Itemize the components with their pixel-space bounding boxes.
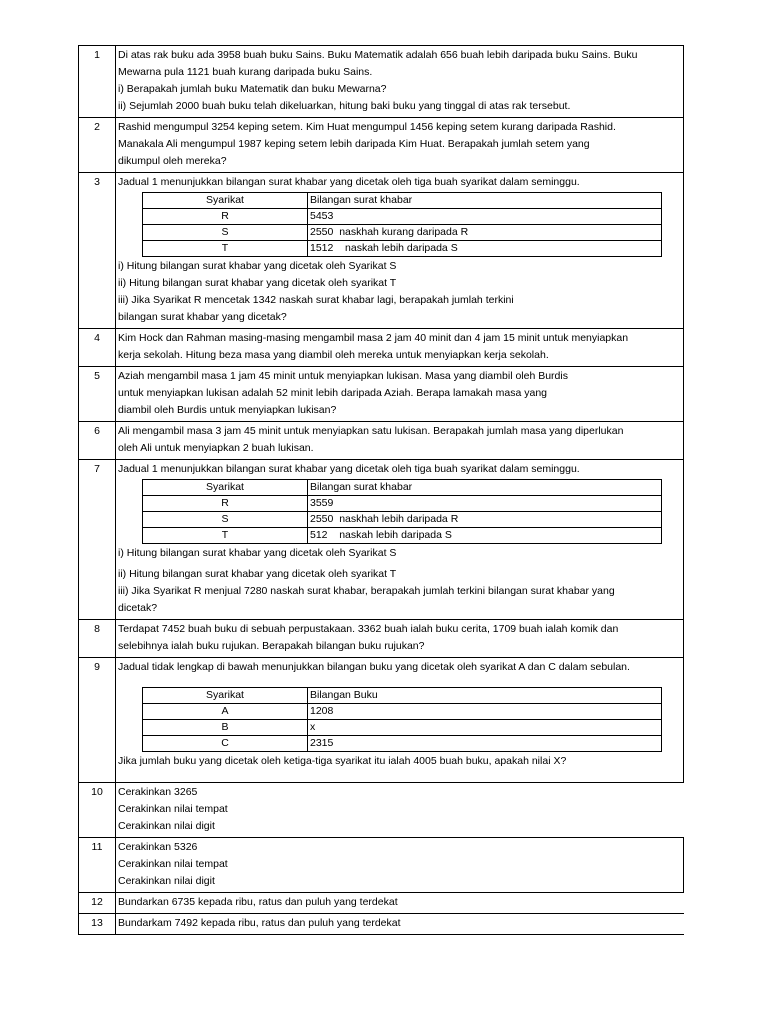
table-row — [143, 528, 662, 544]
question-number: 3 — [78, 173, 116, 328]
question-line: iii) Jika Syarikat R menjual 7280 naskah surat khabar, berapakah jumlah terkini bilangan surat khabar yang — [118, 585, 615, 597]
question-row — [78, 366, 684, 421]
table-cell: B — [143, 720, 308, 736]
table-row — [143, 209, 662, 225]
table-cell: 1512 naskah lebih daripada S — [308, 241, 662, 257]
question-text — [116, 658, 684, 782]
question-text — [116, 914, 684, 934]
question-number: 2 — [78, 118, 116, 172]
question-line: ii) Hitung bilangan surat khabar yang dicetak oleh syarikat T — [118, 277, 397, 289]
table-header-cell: Syarikat — [143, 688, 308, 704]
question-number: 12 — [78, 893, 116, 913]
table-cell: 512 naskah lebih daripada S — [308, 528, 662, 544]
table-header-cell: Bilangan surat khabar — [308, 480, 662, 496]
question-line: Di atas rak buku ada 3958 buah buku Sains. Buku Matematik adalah 656 buah lebih daripada buku Sains. Buku — [118, 49, 638, 61]
question-row — [78, 782, 684, 837]
question-row — [78, 837, 684, 892]
data-table — [142, 687, 662, 752]
question-row — [78, 421, 684, 459]
question-text — [116, 46, 684, 117]
question-line: untuk menyiapkan lukisan adalah 52 minit lebih daripada Aziah. Berapa lamakah masa yang — [118, 387, 548, 399]
question-line: Bundarkan 6735 kepada ribu, ratus dan puluh yang terdekat — [118, 896, 398, 908]
question-text — [116, 173, 684, 328]
question-line: iii) Jika Syarikat R mencetak 1342 naskah surat khabar lagi, berapakah jumlah terkini — [118, 294, 514, 306]
question-text — [116, 329, 684, 366]
question-line: ii) Sejumlah 2000 buah buku telah dikeluarkan, hitung baki buku yang tinggal di atas rak tersebut. — [118, 100, 571, 112]
question-intro: Jadual 1 menunjukkan bilangan surat khabar yang dicetak oleh tiga buah syarikat dalam seminggu. — [118, 463, 580, 475]
question-line: i) Berapakah jumlah buku Matematik dan buku Mewarna? — [118, 83, 387, 95]
question-row — [78, 657, 684, 782]
data-table — [142, 192, 662, 257]
table-cell: x — [308, 720, 662, 736]
question-line: Terdapat 7452 buah buku di sebuah perpustakaan. 3362 buah ialah buku cerita, 1709 buah ialah komik dan — [118, 623, 619, 635]
question-line: bilangan surat khabar yang dicetak? — [118, 311, 287, 323]
question-line: Cerakinkan nilai digit — [118, 820, 215, 832]
question-text — [116, 620, 684, 657]
question-text — [116, 460, 684, 619]
table-cell: S — [143, 225, 308, 241]
table-row — [143, 736, 662, 752]
table-header-row — [143, 480, 662, 496]
table-header-row — [143, 193, 662, 209]
question-text — [116, 838, 684, 892]
question-intro: Jadual tidak lengkap di bawah menunjukkan bilangan buku yang dicetak oleh syarikat A dan C dalam sebulan. — [118, 661, 630, 673]
question-row — [78, 459, 684, 619]
table-cell: 5453 — [308, 209, 662, 225]
question-text — [116, 367, 684, 421]
question-line: oleh Ali untuk menyiapkan 2 buah lukisan. — [118, 442, 314, 454]
question-line: Cerakinkan nilai digit — [118, 875, 215, 887]
question-line: Cerakinkan nilai tempat — [118, 803, 228, 815]
question-line: Bundarkam 7492 kepada ribu, ratus dan puluh yang terdekat — [118, 917, 401, 929]
question-line: selebihnya ialah buku rujukan. Berapakah bilangan buku rujukan? — [118, 640, 425, 652]
table-header-cell: Syarikat — [143, 193, 308, 209]
table-cell: A — [143, 704, 308, 720]
question-line: Mewarna pula 1121 buah kurang daripada buku Sains. — [118, 66, 373, 78]
question-line: kerja sekolah. Hitung beza masa yang diambil oleh mereka untuk menyiapkan kerja sekolah. — [118, 349, 549, 361]
question-number: 5 — [78, 367, 116, 421]
question-number: 8 — [78, 620, 116, 657]
table-header-row — [143, 688, 662, 704]
question-row — [78, 45, 684, 117]
question-intro: Jadual 1 menunjukkan bilangan surat khabar yang dicetak oleh tiga buah syarikat dalam seminggu. — [118, 176, 580, 188]
question-line: i) Hitung bilangan surat khabar yang dicetak oleh Syarikat S — [118, 547, 397, 559]
question-line: Cerakinkan nilai tempat — [118, 858, 228, 870]
question-line: Aziah mengambil masa 1 jam 45 minit untuk menyiapkan lukisan. Masa yang diambil oleh Burdis — [118, 370, 568, 382]
worksheet-table — [78, 45, 684, 935]
question-row — [78, 117, 684, 172]
question-number: 13 — [78, 914, 116, 934]
question-number: 7 — [78, 460, 116, 619]
question-line: Kim Hock dan Rahman masing-masing mengambil masa 2 jam 40 minit dan 4 jam 15 minit untuk menyiapkan — [118, 332, 629, 344]
table-row — [143, 496, 662, 512]
table-row — [143, 720, 662, 736]
table-row — [143, 241, 662, 257]
table-row — [143, 512, 662, 528]
table-header-cell: Bilangan Buku — [308, 688, 662, 704]
table-cell: 2315 — [308, 736, 662, 752]
question-number: 10 — [78, 783, 116, 837]
table-cell: R — [143, 496, 308, 512]
question-line: diambil oleh Burdis untuk menyiapkan lukisan? — [118, 404, 337, 416]
question-row — [78, 328, 684, 366]
question-number: 11 — [78, 838, 116, 892]
table-cell: T — [143, 241, 308, 257]
question-row — [78, 172, 684, 328]
table-cell: 2550 naskhah lebih daripada R — [308, 512, 662, 528]
table-cell: S — [143, 512, 308, 528]
question-row — [78, 619, 684, 657]
data-table — [142, 479, 662, 544]
question-row — [78, 913, 684, 935]
question-number: 1 — [78, 46, 116, 117]
table-cell: C — [143, 736, 308, 752]
question-line: Rashid mengumpul 3254 keping setem. Kim Huat mengumpul 1456 keping setem kurang daripada Rashid. — [118, 121, 616, 133]
question-text — [116, 893, 684, 913]
question-text — [116, 422, 684, 459]
question-line: Ali mengambil masa 3 jam 45 minit untuk menyiapkan satu lukisan. Berapakah jumlah masa yang diperlukan — [118, 425, 624, 437]
question-line: ii) Hitung bilangan surat khabar yang dicetak oleh syarikat T — [118, 568, 397, 580]
table-header-cell: Syarikat — [143, 480, 308, 496]
table-cell: 1208 — [308, 704, 662, 720]
table-cell: 3559 — [308, 496, 662, 512]
question-number: 6 — [78, 422, 116, 459]
question-line: Jika jumlah buku yang dicetak oleh ketiga-tiga syarikat itu ialah 4005 buah buku, apakah nilai X? — [118, 755, 567, 767]
question-row — [78, 892, 684, 913]
question-line: dikumpul oleh mereka? — [118, 155, 227, 167]
question-line: Cerakinkan 3265 — [118, 786, 198, 798]
question-line: dicetak? — [118, 602, 158, 614]
table-cell: 2550 naskhah kurang daripada R — [308, 225, 662, 241]
table-cell: T — [143, 528, 308, 544]
question-number: 4 — [78, 329, 116, 366]
question-line: Cerakinkan 5326 — [118, 841, 198, 853]
question-text — [116, 118, 684, 172]
table-row — [143, 704, 662, 720]
question-line: i) Hitung bilangan surat khabar yang dicetak oleh Syarikat S — [118, 260, 397, 272]
table-cell: R — [143, 209, 308, 225]
table-row — [143, 225, 662, 241]
question-number: 9 — [78, 658, 116, 782]
question-line: Manakala Ali mengumpul 1987 keping setem lebih daripada Kim Huat. Berapakah jumlah setem yang — [118, 138, 590, 150]
table-header-cell: Bilangan surat khabar — [308, 193, 662, 209]
question-text — [116, 783, 684, 837]
